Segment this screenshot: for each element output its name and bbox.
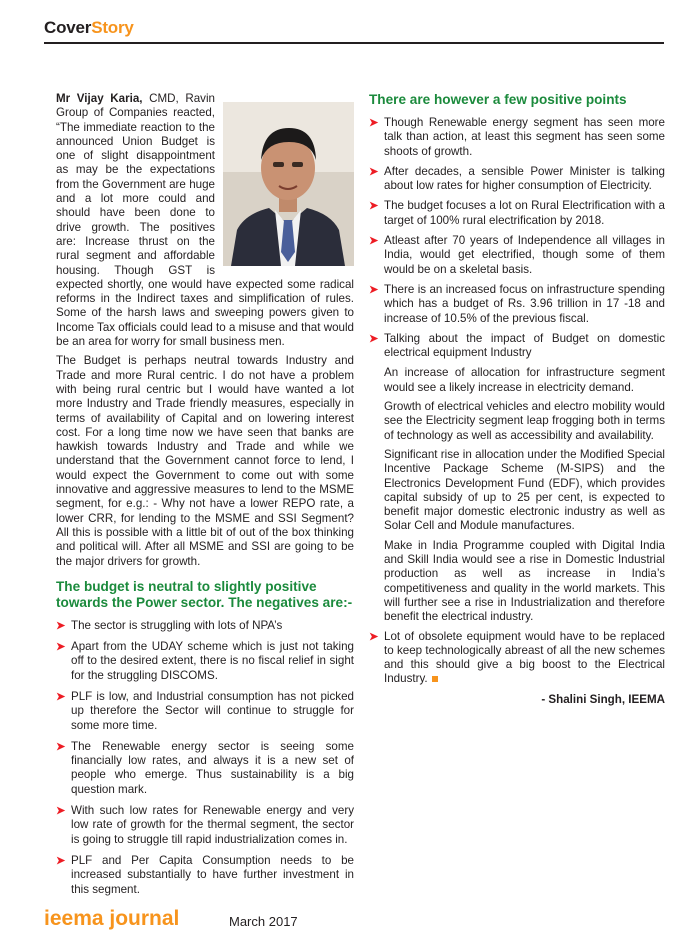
negatives-list [56,619,354,897]
page-footer [44,906,664,932]
list-item [56,690,354,733]
list-item-text: PLF and Per Capita Consumption needs to be increased substantially to have further investment in this segment. [71,853,354,896]
arrow-bullet-icon: ➤ [56,854,66,867]
ieema-journal-logo [44,906,184,932]
list-item-text: After decades, a sensible Power Minister is talking about low rates for higher consumption of Electricity. [384,164,665,193]
arrow-bullet-icon: ➤ [369,332,379,345]
body-paragraph: The Budget is perhaps neutral towards Industry and Trade and more Rural centric. I do not have a problem with being rural centric but I would have wanted a lot more Industry and Trade friendly measures, especially in terms of availability of Capital and on lowering interest cost. For a long time now we have seen that banks are hawkish towards Industry and Trade and while we understand that the Government cannot force to lend, I would expect the Government to come out with some innovative and aggressive measures to lend to the MSME segment, for e.g.: - Why not have a lower REPO rate, a lower CRR, for lending to the MSME and SSI Segment? All this is possible with a little bit of out of the box thinking and political will. After all MSME and SSI are going to be the major drivers for growth. [56,354,354,568]
list-item-text: Atleast after 70 years of Independence all villages in India, would get electrified, though some of them would be on a skeletal basis. [384,234,665,276]
list-item-text: With such low rates for Renewable energy and very low rate of growth for the thermal segment, the sector is going to struggle till rapid industrialization comes in. [71,804,354,846]
lead-text: CMD, Ravin Group of Companies reacted, “The immediate reaction to the announced Union Budget is one of slight disappointment as may be the expectations from the Government are huge and a lot more could and should have been done to drive growth. The positives are: Increase thrust on the rural segment and affordable housing. Though GST is expected shortly, one would have expected some radical reforms in the Indirect taxes and simplification of rules. Some of the harsh laws and sweeping powers given to Income Tax officials could lead to a misuse and that would be an area for worry for small business men. [56,92,354,349]
end-mark-icon [432,676,438,682]
arrow-bullet-icon: ➤ [369,200,379,213]
positives-list-end [369,630,665,687]
list-item [56,619,354,633]
list-item [369,234,665,277]
list-item [56,740,354,797]
arrow-bullet-icon: ➤ [369,235,379,248]
portrait-illustration [223,102,354,266]
kicker-story: Story [91,18,134,37]
list-item [369,630,665,687]
list-item [56,854,354,897]
sub-paragraph: Significant rise in allocation under the Modified Special Incentive Package Scheme (M-SIPS) and the Electronics Development Fund (EDF), which provides capital subsidy of up to 25 per cent, is expected to benefit major domestic electronic industry as well as Solar Cell and Module manufactures. [384,447,665,533]
list-item-text: The Renewable energy sector is seeing some financially low rates, and always it is a new set of people who emerge. Thus sustainability is a big question mark. [71,739,354,796]
negatives-heading: The budget is neutral to slightly positive towards the Power sector. The negatives are:- [56,578,353,610]
list-item [369,116,665,159]
svg-text:ieema journal: ieema journal [44,907,180,930]
list-item [369,199,665,228]
list-item-text: Though Renewable energy segment has seen more talk than action, at least this segment has seen some shoots of growth. [384,116,665,158]
arrow-bullet-icon: ➤ [369,630,379,643]
list-item-text: There is an increased focus on infrastructure spending which has a budget of Rs. 3.96 trillion in 17 -18 and increase of 10.5% of the previous fiscal. [384,282,665,325]
portrait-photo [223,102,354,266]
sub-paragraph: Make in India Programme coupled with Digital India and Skill India would see a rise in Domestic Industrial production as well as increase in India’s competitiveness and quality in the world markets. This will further see a rise in Industrialization and therefore benefit the electrical industry. [384,538,665,624]
list-item [56,640,354,683]
list-item [369,283,665,326]
arrow-bullet-icon: ➤ [369,165,379,178]
list-item-text: The sector is struggling with lots of NPA’s [71,618,283,632]
lead-name: Mr Vijay Karia, [56,92,143,105]
list-item-text: Lot of obsolete equipment would have to be replaced to keep technologically abreast of all the new schemes and this should give a big boost to the Electrical Industry. [384,629,665,686]
list-item-text: Talking about the impact of Budget on domestic electrical equipment Industry [384,331,665,360]
arrow-bullet-icon: ➤ [56,740,66,753]
list-item-text: Apart from the UDAY scheme which is just not taking off to the desired extent, there is no fiscal relief in sight for the struggling DISCOMS. [71,640,354,682]
list-item-text: The budget focuses a lot on Rural Electrification with a target of 100% rural electrification by 2018. [384,199,665,227]
arrow-bullet-icon: ➤ [56,641,66,654]
author-signature: - Shalini Singh, IEEMA [541,692,665,706]
sub-paragraph: An increase of allocation for infrastructure segment would see a likely increase in electricity demand. [384,366,665,394]
left-column [56,92,354,904]
section-header [44,14,664,44]
issue-date: March 2017 [229,914,298,929]
arrow-bullet-icon: ➤ [369,283,379,296]
sub-paragraph: Growth of electrical vehicles and electro mobility would see the Electricity segment leap frogging both in terms of technology as well as accessibility and availability. [384,400,665,442]
arrow-bullet-icon: ➤ [56,805,66,818]
list-item [369,332,665,361]
kicker-cover: Cover [44,18,92,37]
positives-heading: There are however a few positive points [369,92,627,107]
positives-list [369,116,665,360]
arrow-bullet-icon: ➤ [56,690,66,703]
list-item [56,804,354,847]
right-column [369,92,665,707]
arrow-bullet-icon: ➤ [56,619,66,632]
list-item-text: PLF is low, and Industrial consumption has not picked up therefore the Sector will continue to struggle for some more time. [71,689,354,732]
arrow-bullet-icon: ➤ [369,117,379,129]
section-kicker [44,18,134,38]
list-item [369,165,665,194]
